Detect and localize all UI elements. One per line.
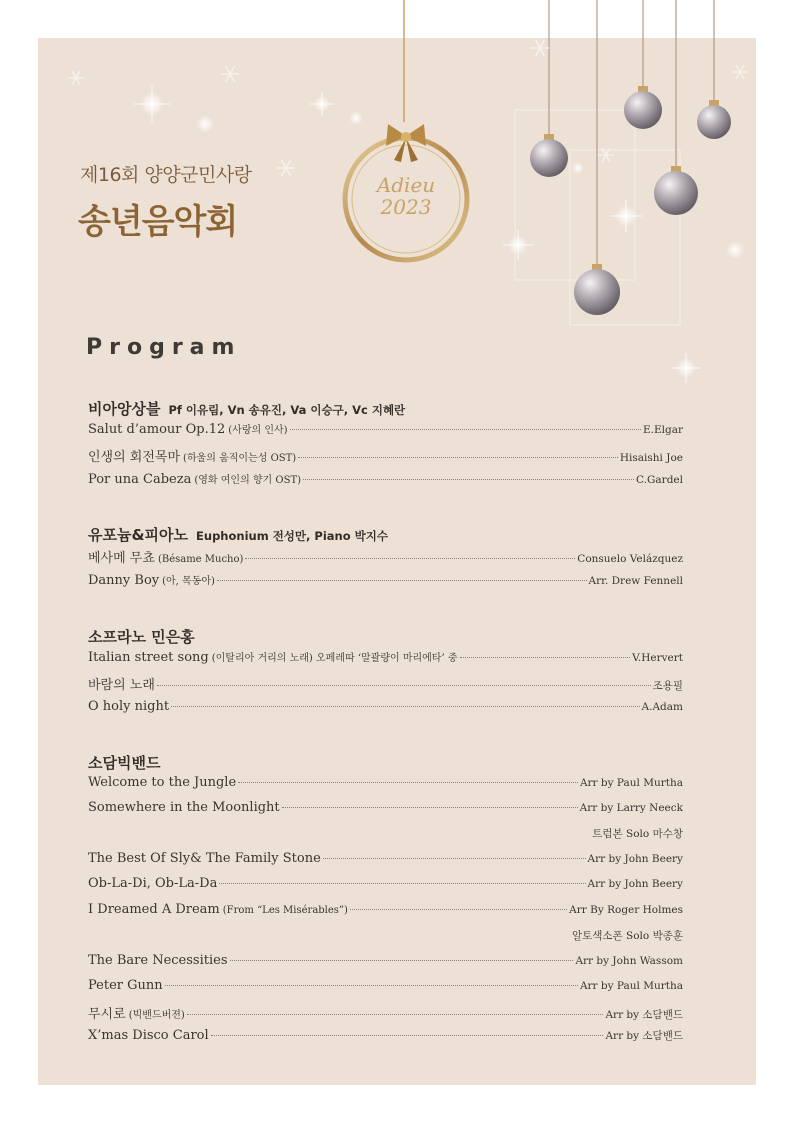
deco-frame — [515, 110, 635, 280]
wreath-word: Adieu — [376, 173, 436, 197]
piece-title: Salut d’amour Op.12 — [88, 422, 226, 437]
piece-title: O holy night — [88, 699, 170, 714]
dot-leader — [219, 883, 585, 884]
wreath-year: 2023 — [380, 195, 432, 219]
program-item — [88, 902, 683, 922]
program-item — [88, 851, 683, 871]
piece-credit: Arr by John Wassom — [575, 955, 683, 967]
dot-leader — [245, 558, 575, 559]
piece-credit: Arr by Paul Murtha — [579, 777, 683, 789]
piece-credit: Arr by Larry Neeck — [579, 802, 683, 814]
piece-title: 베사메 무쵸 — [88, 551, 155, 566]
piece-title: Danny Boy — [88, 573, 160, 588]
program-item — [88, 953, 683, 973]
dot-leader — [282, 807, 578, 808]
program-heading: Program — [86, 335, 242, 360]
piece-title: Ob-La-Di, Ob-La-Da — [88, 876, 218, 891]
piece-credit: A.Adam — [641, 701, 683, 713]
section-title: 비아앙상블 — [88, 400, 161, 418]
dot-leader — [217, 580, 587, 581]
dot-leader — [303, 479, 634, 480]
dot-leader — [290, 429, 641, 430]
program-item — [88, 421, 683, 441]
piece-subtitle: (이탈리아 거리의 노래) 오페레따 ‘말괄량이 마리에타’ 중 — [211, 653, 458, 664]
program-item — [88, 547, 683, 567]
dot-leader — [187, 1014, 604, 1015]
piece-credit: Hisaishi Joe — [619, 452, 683, 464]
program-item — [88, 699, 683, 719]
piece-subtitle: (영화 여인의 향기 OST) — [194, 475, 302, 486]
piece-subtitle: (빅밴드버젼) — [128, 1010, 185, 1021]
piece-credit: V.Hervert — [632, 652, 683, 664]
dot-leader — [211, 1035, 604, 1036]
program-item — [88, 572, 683, 592]
piece-title: Welcome to the Jungle — [88, 775, 237, 790]
ornament-icon — [530, 0, 568, 177]
ornament-icon — [624, 0, 662, 129]
ornament-icon — [574, 0, 620, 315]
piece-credit: Arr by John Beery — [587, 878, 683, 890]
dot-leader — [165, 985, 578, 986]
program-item — [88, 446, 683, 466]
dot-leader — [157, 685, 651, 686]
section-heading — [88, 626, 195, 647]
wreath-text — [350, 174, 462, 218]
piece-credit: Arr by 소담밴드 — [605, 1009, 683, 1021]
ornament-icon — [697, 0, 731, 139]
piece-title: I Dreamed A Dream — [88, 902, 220, 917]
piece-title: The Best Of Sly& The Family Stone — [88, 851, 321, 866]
program-item — [88, 978, 683, 998]
solo-note: 트럼본 Solo 마수창 — [592, 828, 683, 840]
piece-subtitle: (아, 목동아) — [162, 576, 215, 587]
piece-credit: C.Gardel — [636, 474, 683, 486]
section-heading — [88, 398, 405, 419]
dot-leader — [350, 909, 567, 910]
piece-title: Italian street song — [88, 650, 209, 665]
program-item — [88, 775, 683, 795]
dot-leader — [323, 858, 586, 859]
piece-credit: Arr by Paul Murtha — [579, 980, 683, 992]
piece-credit: Arr by 소담밴드 — [605, 1030, 683, 1042]
dot-leader — [238, 782, 578, 783]
piece-subtitle: (From “Les Misérables”) — [222, 905, 348, 916]
piece-title: Por una Cabeza — [88, 472, 192, 487]
section-performers: Pf 이유림, Vn 송유진, Va 이승구, Vc 지혜란 — [168, 403, 406, 417]
piece-credit: Arr by John Beery — [587, 853, 683, 865]
dot-leader — [230, 960, 574, 961]
piece-title: 인생의 회전목마 — [88, 450, 181, 465]
program-item — [88, 1003, 683, 1023]
section-title: 소담빅밴드 — [88, 754, 161, 772]
piece-credit: 조용필 — [652, 680, 683, 692]
dot-leader — [298, 457, 618, 458]
solo-note: 알토색소폰 Solo 박종훈 — [571, 930, 683, 942]
piece-credit: Arr By Roger Holmes — [569, 904, 683, 916]
event-subtitle: 제16회 양양군민사랑 — [80, 164, 252, 186]
piece-title: X’mas Disco Carol — [88, 1028, 209, 1043]
section-performers: Euphonium 전성만, Piano 박지수 — [196, 529, 388, 543]
piece-title: 무시로 — [88, 1007, 126, 1022]
section-title: 소프라노 민은홍 — [88, 628, 195, 646]
program-item — [88, 876, 683, 896]
section-title: 유포늄&피아노 — [88, 526, 189, 544]
event-title: 송년음악회 — [78, 202, 238, 242]
dot-leader — [171, 706, 639, 707]
piece-subtitle: (하울의 움직이는성 OST) — [183, 453, 297, 464]
piece-title: 바람의 노래 — [88, 678, 155, 693]
section-heading — [88, 524, 388, 545]
program-item — [88, 800, 683, 820]
section-heading — [88, 752, 160, 773]
piece-title: Somewhere in the Moonlight — [88, 800, 280, 815]
piece-credit: E.Elgar — [642, 424, 683, 436]
program-item — [88, 1028, 683, 1048]
program-item — [88, 471, 683, 491]
piece-subtitle: (사랑의 인사) — [228, 425, 288, 436]
piece-credit: Arr. Drew Fennell — [588, 575, 683, 587]
piece-title: The Bare Necessities — [88, 953, 228, 968]
piece-subtitle: (Bésame Mucho) — [157, 554, 244, 565]
piece-credit: Consuelo Velázquez — [577, 553, 683, 565]
program-item — [88, 674, 683, 694]
program-item — [88, 649, 683, 669]
dot-leader — [460, 657, 631, 658]
piece-title: Peter Gunn — [88, 978, 163, 993]
